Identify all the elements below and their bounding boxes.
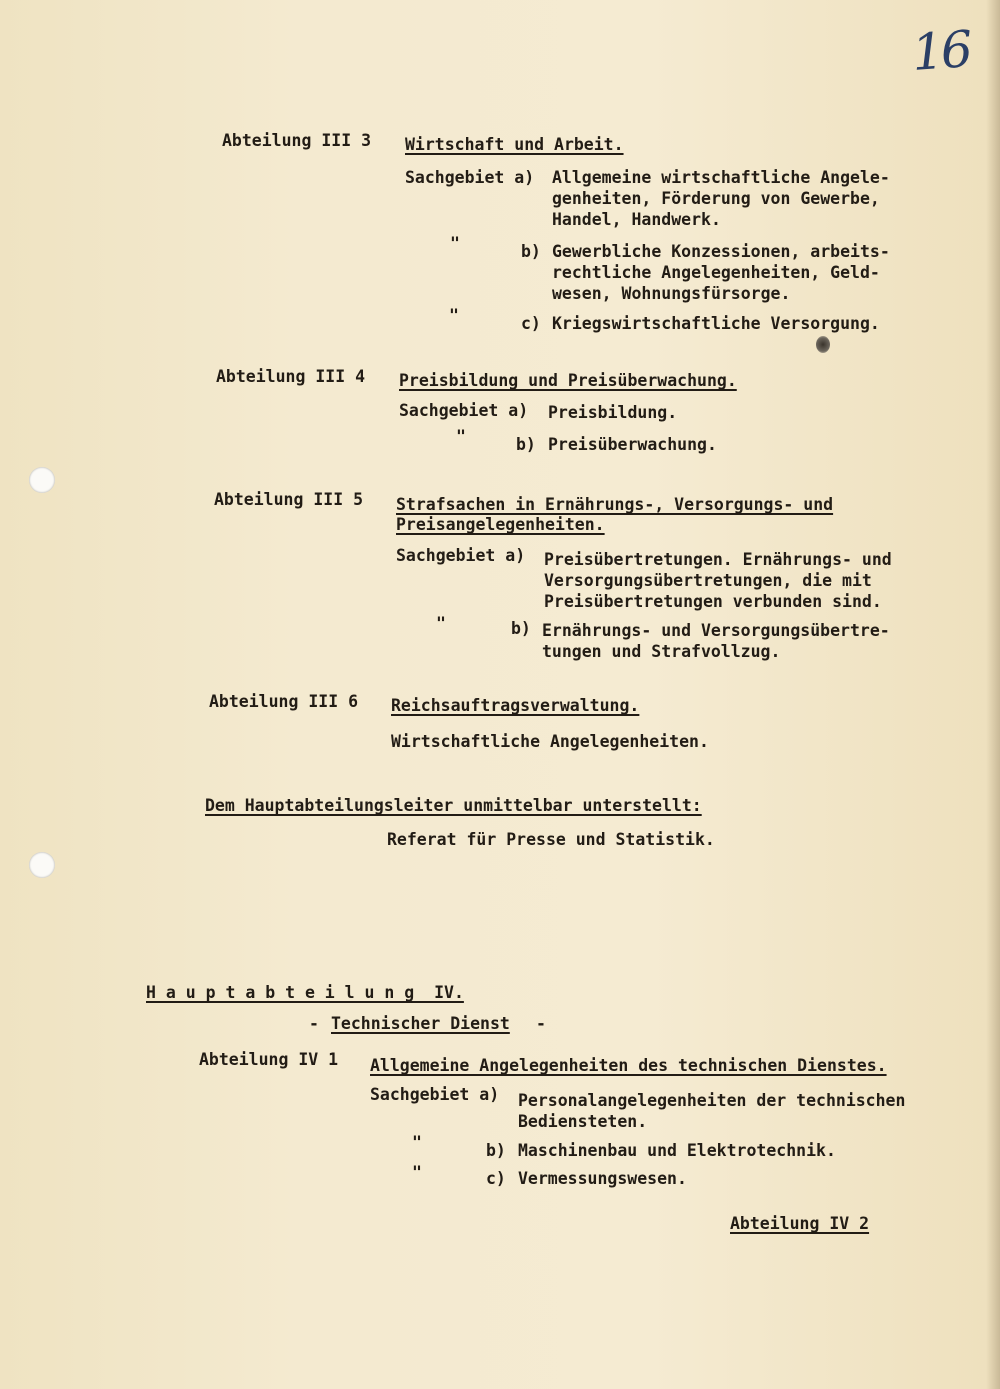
subject-text: Preisbildung. xyxy=(548,403,678,422)
subheading-dash: - xyxy=(309,1014,319,1033)
department-title: Preisangelegenheiten. xyxy=(396,515,605,534)
subject-text: Personalangelegenheiten der technischen Bediensteten. xyxy=(518,1091,906,1131)
subject-text: Allgemeine wirtschaftliche Angele- genheiten, Förderung von Gewerbe, Handel, Handwerk. xyxy=(552,168,890,229)
department-label: Abteilung III 3 xyxy=(222,131,372,150)
department-label: Abteilung III 5 xyxy=(214,490,364,509)
department-label: Abteilung IV 1 xyxy=(199,1050,339,1069)
subject-prefix: c) xyxy=(521,314,541,333)
department-title: Preisbildung und Preisüberwachung. xyxy=(399,371,737,390)
ditto-mark: " xyxy=(449,306,459,325)
ditto-mark: " xyxy=(412,1133,422,1152)
ditto-mark: " xyxy=(456,427,466,446)
subject-prefix: b) xyxy=(486,1141,506,1160)
subject-prefix: b) xyxy=(511,619,531,638)
subject-prefix: b) xyxy=(521,242,541,261)
main-department-heading: H a u p t a b t e i l u n g IV. xyxy=(146,983,464,1002)
subject-text: Gewerbliche Konzessionen, arbeits- rechtliche Angelegenheiten, Geld- wesen, Wohnungsfürsorge. xyxy=(552,242,890,303)
subject-prefix: Sachgebiet a) xyxy=(396,546,526,565)
page-edge-shadow xyxy=(986,0,1000,1389)
punch-hole xyxy=(29,467,55,493)
direct-subordinate-text: Referat für Presse und Statistik. xyxy=(387,830,715,849)
department-label: Abteilung III 4 xyxy=(216,367,366,386)
subheading-dash: - xyxy=(536,1014,546,1033)
subject-text: Vermessungswesen. xyxy=(518,1169,687,1188)
subject-prefix: Sachgebiet a) xyxy=(405,168,535,187)
ink-blot xyxy=(816,336,830,353)
ditto-mark: " xyxy=(436,614,446,633)
main-department-subheading: Technischer Dienst xyxy=(331,1014,510,1033)
department-title: Reichsauftragsverwaltung. xyxy=(391,696,640,715)
subject-prefix: Sachgebiet a) xyxy=(399,401,529,420)
subject-prefix: Sachgebiet a) xyxy=(370,1085,500,1104)
department-title: Allgemeine Angelegenheiten des technischen Dienstes. xyxy=(370,1056,887,1075)
subject-prefix: c) xyxy=(486,1169,506,1188)
subject-text: Ernährungs- und Versorgungsübertre- tungen und Strafvollzug. xyxy=(542,621,890,661)
department-label: Abteilung III 6 xyxy=(209,692,359,711)
ditto-mark: " xyxy=(450,234,460,253)
punch-hole xyxy=(29,852,55,878)
subject-text: Kriegswirtschaftliche Versorgung. xyxy=(552,314,880,333)
continuation-marker: Abteilung IV 2 xyxy=(730,1214,870,1233)
department-text: Wirtschaftliche Angelegenheiten. xyxy=(391,732,709,751)
direct-subordinate-heading: Dem Hauptabteilungsleiter unmittelbar unterstellt: xyxy=(205,796,702,815)
subject-text: Preisüberwachung. xyxy=(548,435,717,454)
subject-text: Preisübertretungen. Ernährungs- und Versorgungsübertretungen, die mit Preisübertretungen verbunden sind. xyxy=(544,550,892,611)
handwritten-page-number: 16 xyxy=(910,20,972,82)
subject-prefix: b) xyxy=(516,435,536,454)
department-title: Strafsachen in Ernährungs-, Versorgungs- und xyxy=(396,495,834,514)
department-title: Wirtschaft und Arbeit. xyxy=(405,135,624,154)
ditto-mark: " xyxy=(412,1163,422,1182)
subject-text: Maschinenbau und Elektrotechnik. xyxy=(518,1141,836,1160)
